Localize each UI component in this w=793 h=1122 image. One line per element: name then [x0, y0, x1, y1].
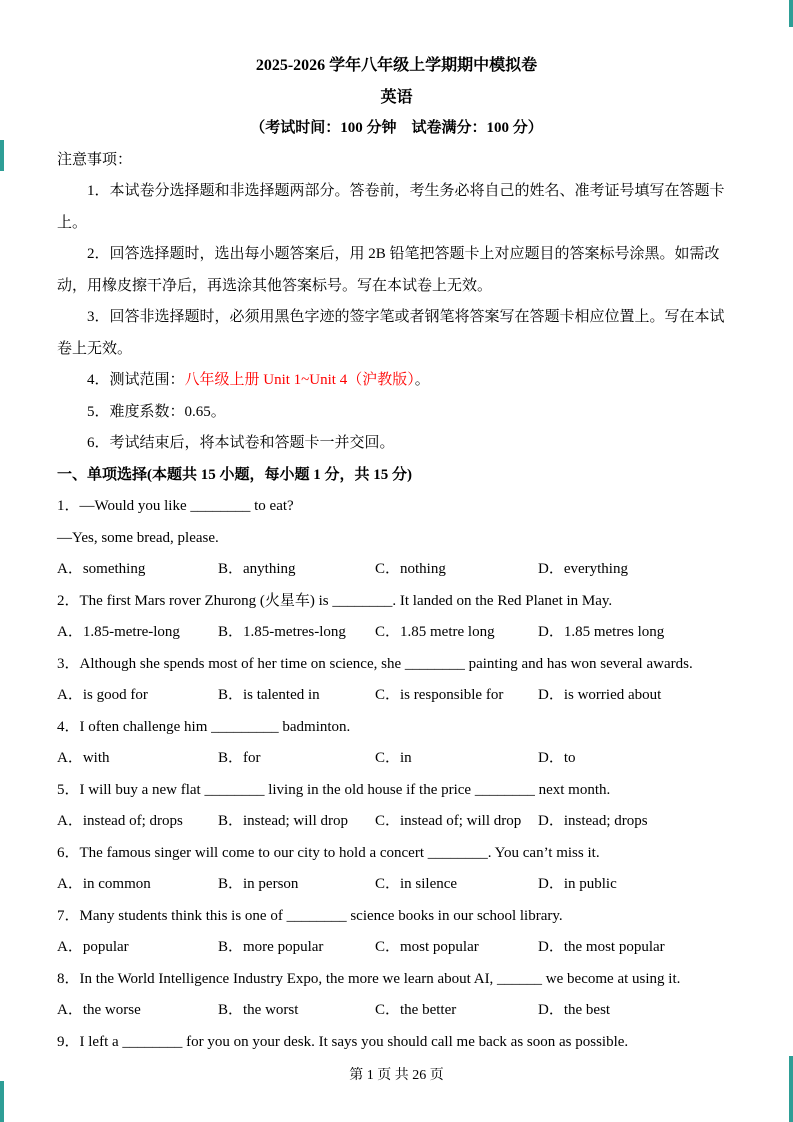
- question-7-option-a: A．popular: [57, 939, 129, 955]
- question-6-option-c: C．in silence: [375, 876, 458, 892]
- question-7-option-b: B．more popular: [218, 939, 324, 955]
- question-1-option-c: C．nothing: [375, 561, 446, 577]
- notice-item-4-test-scope: 八年级上册 Unit 1~Unit 4（沪教版）: [184, 372, 415, 388]
- page-edge-mark-left-upper: [0, 140, 4, 171]
- notice-item-4-prefix: 4．测试范围：: [87, 372, 185, 388]
- notice-item-3: 3．回答非选择题时，必须用黑色字迹的签字笔或者钢笔将答案写在答题卡相应位置上。写在本试卷上无效。: [57, 309, 725, 357]
- question-8-option-c: C．the better: [375, 1002, 457, 1018]
- question-5: [57, 775, 736, 838]
- notice-item-4-suffix: 。: [414, 372, 430, 388]
- question-7-text: 7．Many students think this is one of ________ science books in our school library.: [57, 907, 563, 924]
- notice-item-6: 6．考试结束后，将本试卷和答题卡一并交回。: [87, 435, 395, 451]
- question-3-option-d: D．is worried about: [538, 687, 662, 703]
- question-1-text-line-1: 1．—Would you like ________ to eat?: [57, 498, 294, 514]
- page-edge-mark-left-bottom: [0, 1081, 4, 1122]
- question-1-option-d: D．everything: [538, 561, 628, 577]
- question-2-option-b: B．1.85-metres-long: [218, 624, 346, 640]
- question-4-option-b: B．for: [218, 750, 261, 766]
- question-4-options: [57, 743, 736, 775]
- question-5-options: [57, 806, 736, 838]
- question-6-option-a: A．in common: [57, 876, 151, 892]
- page-number-indicator: 第 1 页 共 26 页: [349, 1068, 444, 1083]
- question-1: [57, 491, 736, 586]
- question-1-option-b: B．anything: [218, 561, 296, 577]
- question-1-options: [57, 554, 736, 586]
- question-5-option-b: B．instead; will drop: [218, 813, 348, 829]
- notice-item-4: [57, 365, 736, 397]
- exam-subject: 英语: [380, 88, 413, 106]
- question-5-option-d: D．instead; drops: [538, 813, 648, 829]
- question-9: [57, 1027, 736, 1059]
- question-6-option-d: D．in public: [538, 876, 617, 892]
- question-8-text: 8．In the World Intelligence Industry Expo, the more we learn about AI, ______ we become at using it.: [57, 970, 681, 987]
- notice-item-2: 2．回答选择题时，选出每小题答案后，用 2B 铅笔把答题卡上对应题目的答案标号涂黑。如需改动，用橡皮擦干净后，再选涂其他答案标号。写在本试卷上无效。: [57, 246, 720, 294]
- question-6-option-b: B．in person: [218, 876, 299, 892]
- question-2-text: 2．The first Mars rover Zhurong (火星车) is ________. It landed on the Red Planet in May.: [57, 592, 613, 609]
- question-5-text: 5．I will buy a new flat ________ living in the old house if the price ________ next month.: [57, 781, 611, 798]
- question-5-option-c: C．instead of; will drop: [375, 813, 522, 829]
- question-1-option-a: A．something: [57, 561, 146, 577]
- question-8-options: [57, 995, 736, 1027]
- question-7-options: [57, 932, 736, 964]
- question-1-text-line-2: —Yes, some bread, please.: [57, 529, 219, 546]
- question-6-options: [57, 869, 736, 901]
- question-7-option-d: D．the most popular: [538, 939, 665, 955]
- question-4-text: 4．I often challenge him _________ badminton.: [57, 718, 351, 735]
- question-2: [57, 586, 736, 649]
- question-3-option-b: B．is talented in: [218, 687, 320, 703]
- question-3-option-c: C．is responsible for: [375, 687, 504, 703]
- question-4-option-d: D．to: [538, 750, 576, 766]
- question-3: [57, 649, 736, 712]
- question-8-option-d: D．the best: [538, 1002, 611, 1018]
- question-2-options: [57, 617, 736, 649]
- question-4: [57, 712, 736, 775]
- question-2-option-d: D．1.85 metres long: [538, 624, 665, 640]
- question-8-option-a: A．the worse: [57, 1002, 141, 1018]
- question-2-option-c: C．1.85 metre long: [375, 624, 495, 640]
- notice-item-1: 1．本试卷分选择题和非选择题两部分。答卷前，考生务必将自己的姓名、准考证号填写在答题卡上。: [57, 183, 725, 231]
- question-9-text: 9．I left a ________ for you on your desk. It says you should call me back as soon as possible.: [57, 1033, 629, 1050]
- question-6-text: 6．The famous singer will come to our city to hold a concert ________. You can’t miss it.: [57, 844, 600, 861]
- question-6: [57, 838, 736, 901]
- question-8-option-b: B．the worst: [218, 1002, 299, 1018]
- question-7-option-c: C．most popular: [375, 939, 479, 955]
- question-7: [57, 901, 736, 964]
- question-3-text: 3．Although she spends most of her time on science, she ________ painting and has won several awards.: [57, 655, 693, 672]
- notice-item-5: 5．难度系数：0.65。: [87, 403, 226, 420]
- notices-header: 注意事项：: [57, 151, 133, 168]
- question-3-option-a: A．is good for: [57, 687, 148, 703]
- question-5-option-a: A．instead of; drops: [57, 813, 183, 829]
- question-2-option-a: A．1.85-metre-long: [57, 624, 180, 640]
- question-4-option-a: A．with: [57, 750, 110, 766]
- section-1-heading: 一、单项选择(本题共 15 小题，每小题 1 分，共 15 分): [57, 466, 412, 483]
- exam-time-score-info: （考试时间：100 分钟 试卷满分：100 分）: [250, 120, 543, 136]
- page-edge-mark-top-right: [789, 0, 793, 27]
- question-4-option-c: C．in: [375, 750, 412, 766]
- question-3-options: [57, 680, 736, 712]
- exam-title: 2025-2026 学年八年级上学期期中模拟卷: [255, 57, 538, 74]
- question-8: [57, 964, 736, 1027]
